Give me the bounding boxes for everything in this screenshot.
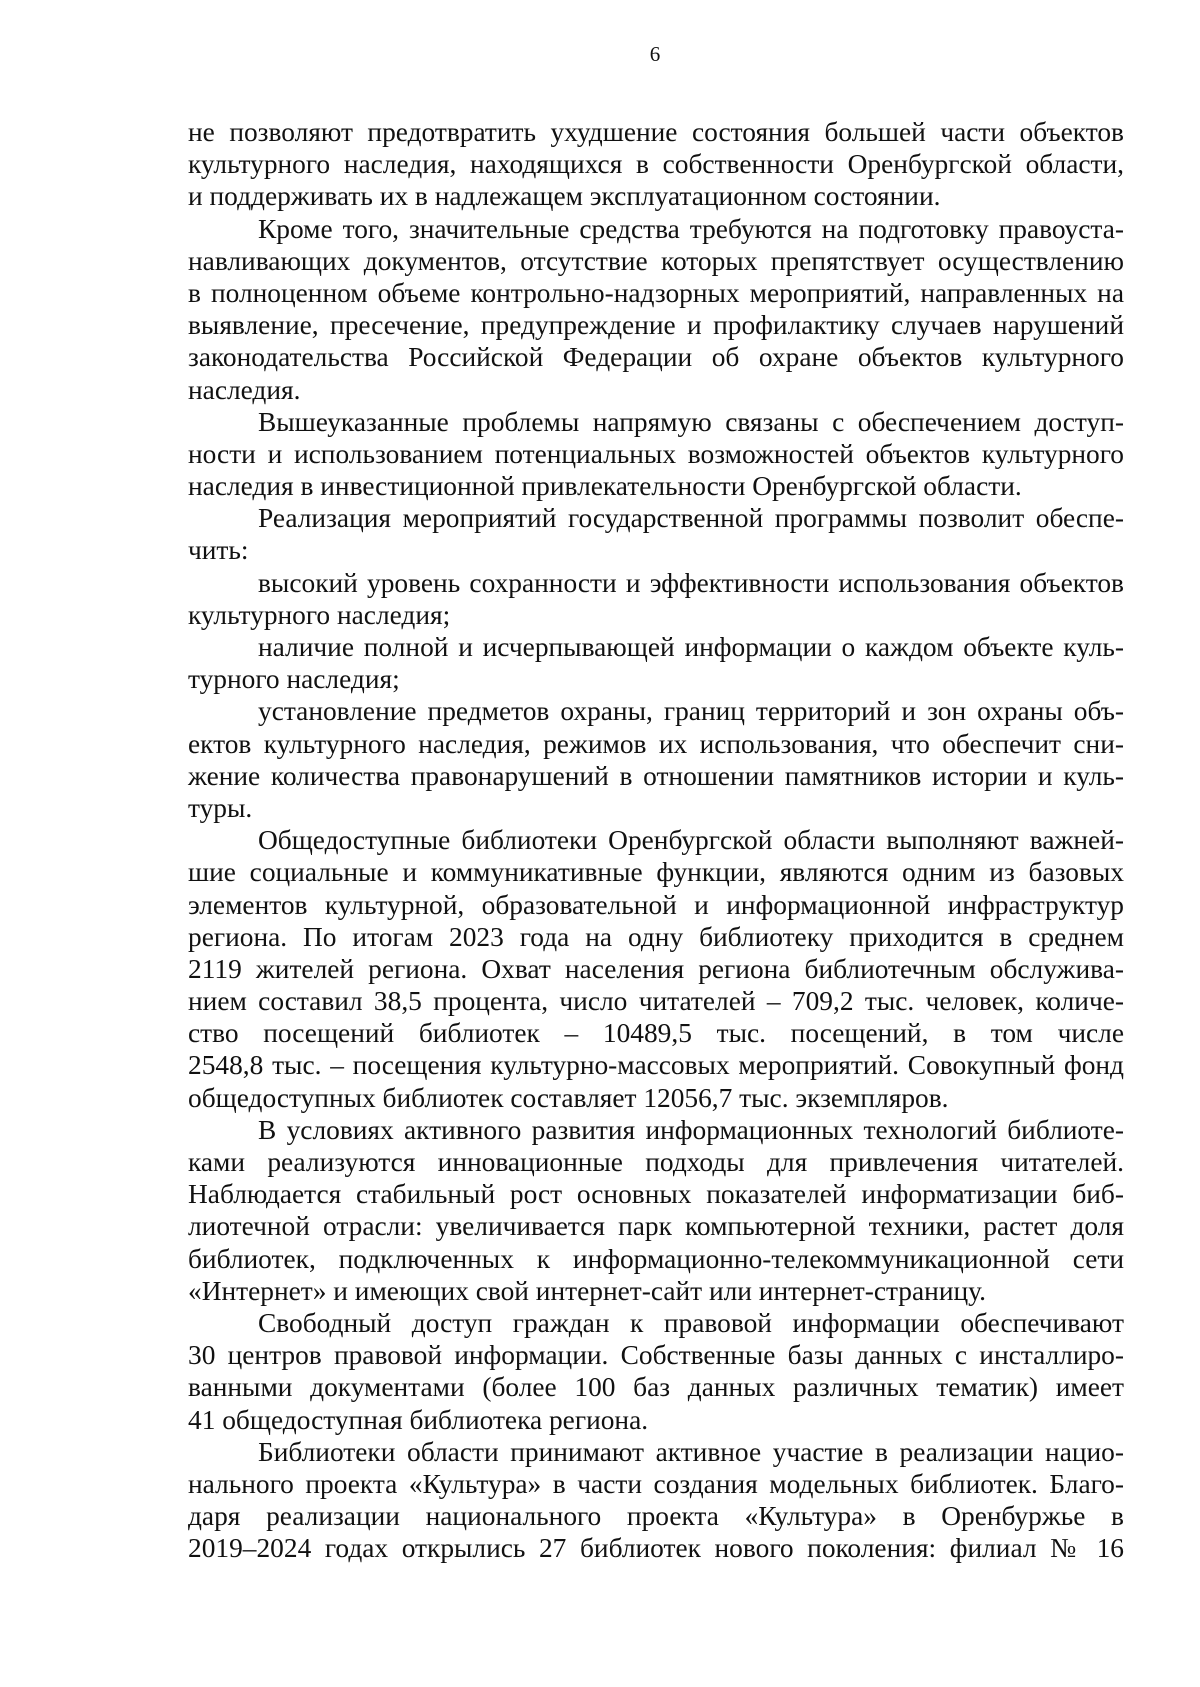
text-line: не позволяют предотвратить ухудшение состояния большей части объектов: [188, 117, 1124, 147]
text-line: ности и использованием потенциальных возможностей объектов культурного: [188, 438, 1124, 469]
text-line: библиотек, подключенных к информационно-телекоммуникационной сети: [188, 1243, 1124, 1274]
text-line: туры.: [188, 792, 253, 823]
text-line: наличие полной и исчерпывающей информации о каждом объекте куль-: [258, 632, 1124, 662]
text-line: чить:: [188, 535, 249, 566]
text-line: лиотечной отрасли: увеличивается парк компьютерной техники, растет доля: [188, 1211, 1124, 1242]
text-line: Общедоступные библиотеки Оренбургской области выполняют важней-: [258, 825, 1124, 856]
text-line: и поддерживать их в надлежащем эксплуатационном состоянии.: [188, 181, 941, 212]
text-line: 2548,8 тыс. – посещения культурно-массовых мероприятий. Совокупный фонд: [188, 1050, 1124, 1081]
text-line: «Интернет» и имеющих свой интернет-сайт или интернет-страницу.: [188, 1275, 986, 1306]
text-line: шие социальные и коммуникативные функции, являются одним из базовых: [188, 857, 1124, 888]
text-line: высокий уровень сохранности и эффективности использования объектов: [258, 567, 1124, 598]
text-line: ками реализуются инновационные подходы для привлечения читателей.: [188, 1147, 1124, 1177]
text-line: Наблюдается стабильный рост основных показателей информатизации биб-: [188, 1179, 1124, 1210]
document-body: [188, 116, 1124, 1564]
text-line: ектов культурного наследия, режимов их использования, что обеспечит сни-: [188, 728, 1124, 759]
text-line: Свободный доступ граждан к правовой информации обеспечивают: [258, 1307, 1124, 1338]
text-line: турного наследия;: [188, 664, 400, 695]
text-line: 2019–2024 годах открылись 27 библиотек нового поколения: филиал № 16: [188, 1533, 1124, 1564]
text-line: Реализация мероприятий государственной программы позволит обеспе-: [258, 503, 1124, 534]
text-line: ство посещений библиотек – 10489,5 тыс. посещений, в том числе: [188, 1018, 1124, 1049]
text-line: В условиях активного развития информационных технологий библиоте-: [258, 1114, 1124, 1145]
text-line: установление предметов охраны, границ территорий и зон охраны объ-: [258, 696, 1124, 727]
text-line: жение количества правонарушений в отношении памятников истории и куль-: [188, 760, 1124, 791]
text-line: ванными документами (более 100 баз данных различных тематик) имеет: [188, 1372, 1124, 1403]
text-line: выявление, пресечение, предупреждение и профилактику случаев нарушений: [188, 310, 1124, 341]
text-line: региона. По итогам 2023 года на одну библиотеку приходится в среднем: [188, 921, 1124, 952]
text-line: нием составил 38,5 процента, число читателей – 709,2 тыс. человек, количе-: [188, 986, 1124, 1017]
text-line: наследия в инвестиционной привлекательности Оренбургской области.: [188, 471, 1022, 502]
text-line: даря реализации национального проекта «Культура» в Оренбуржье в: [188, 1501, 1124, 1532]
text-line: 41 общедоступная библиотека региона.: [188, 1404, 649, 1435]
text-line: в полноценном объеме контрольно-надзорных мероприятий, направленных на: [188, 277, 1124, 308]
text-line: общедоступных библиотек составляет 12056,7 тыс. экземпляров.: [188, 1082, 949, 1113]
text-line: Библиотеки области принимают активное участие в реализации нацио-: [258, 1436, 1124, 1467]
text-line: элементов культурной, образовательной и информационной инфраструктур: [188, 889, 1124, 920]
text-line: культурного наследия, находящихся в собственности Оренбургской области,: [188, 149, 1124, 180]
text-line: культурного наследия;: [188, 599, 451, 630]
text-line: 30 центров правовой информации. Собственные базы данных с инсталлиро-: [188, 1340, 1124, 1371]
text-line: навливающих документов, отсутствие которых препятствует осуществлению: [188, 245, 1124, 276]
text-line: Кроме того, значительные средства требуются на подготовку правоуста-: [258, 213, 1124, 244]
text-line: законодательства Российской Федерации об охране объектов культурного: [188, 342, 1124, 373]
page-number: 6: [649, 42, 661, 66]
text-line: наследия.: [188, 374, 301, 405]
text-line: нального проекта «Культура» в части создания модельных библиотек. Благо-: [188, 1468, 1124, 1499]
text-line: Вышеуказанные проблемы напрямую связаны с обеспечением доступ-: [258, 406, 1124, 437]
text-line: 2119 жителей региона. Охват населения региона библиотечным обслужива-: [188, 953, 1124, 984]
